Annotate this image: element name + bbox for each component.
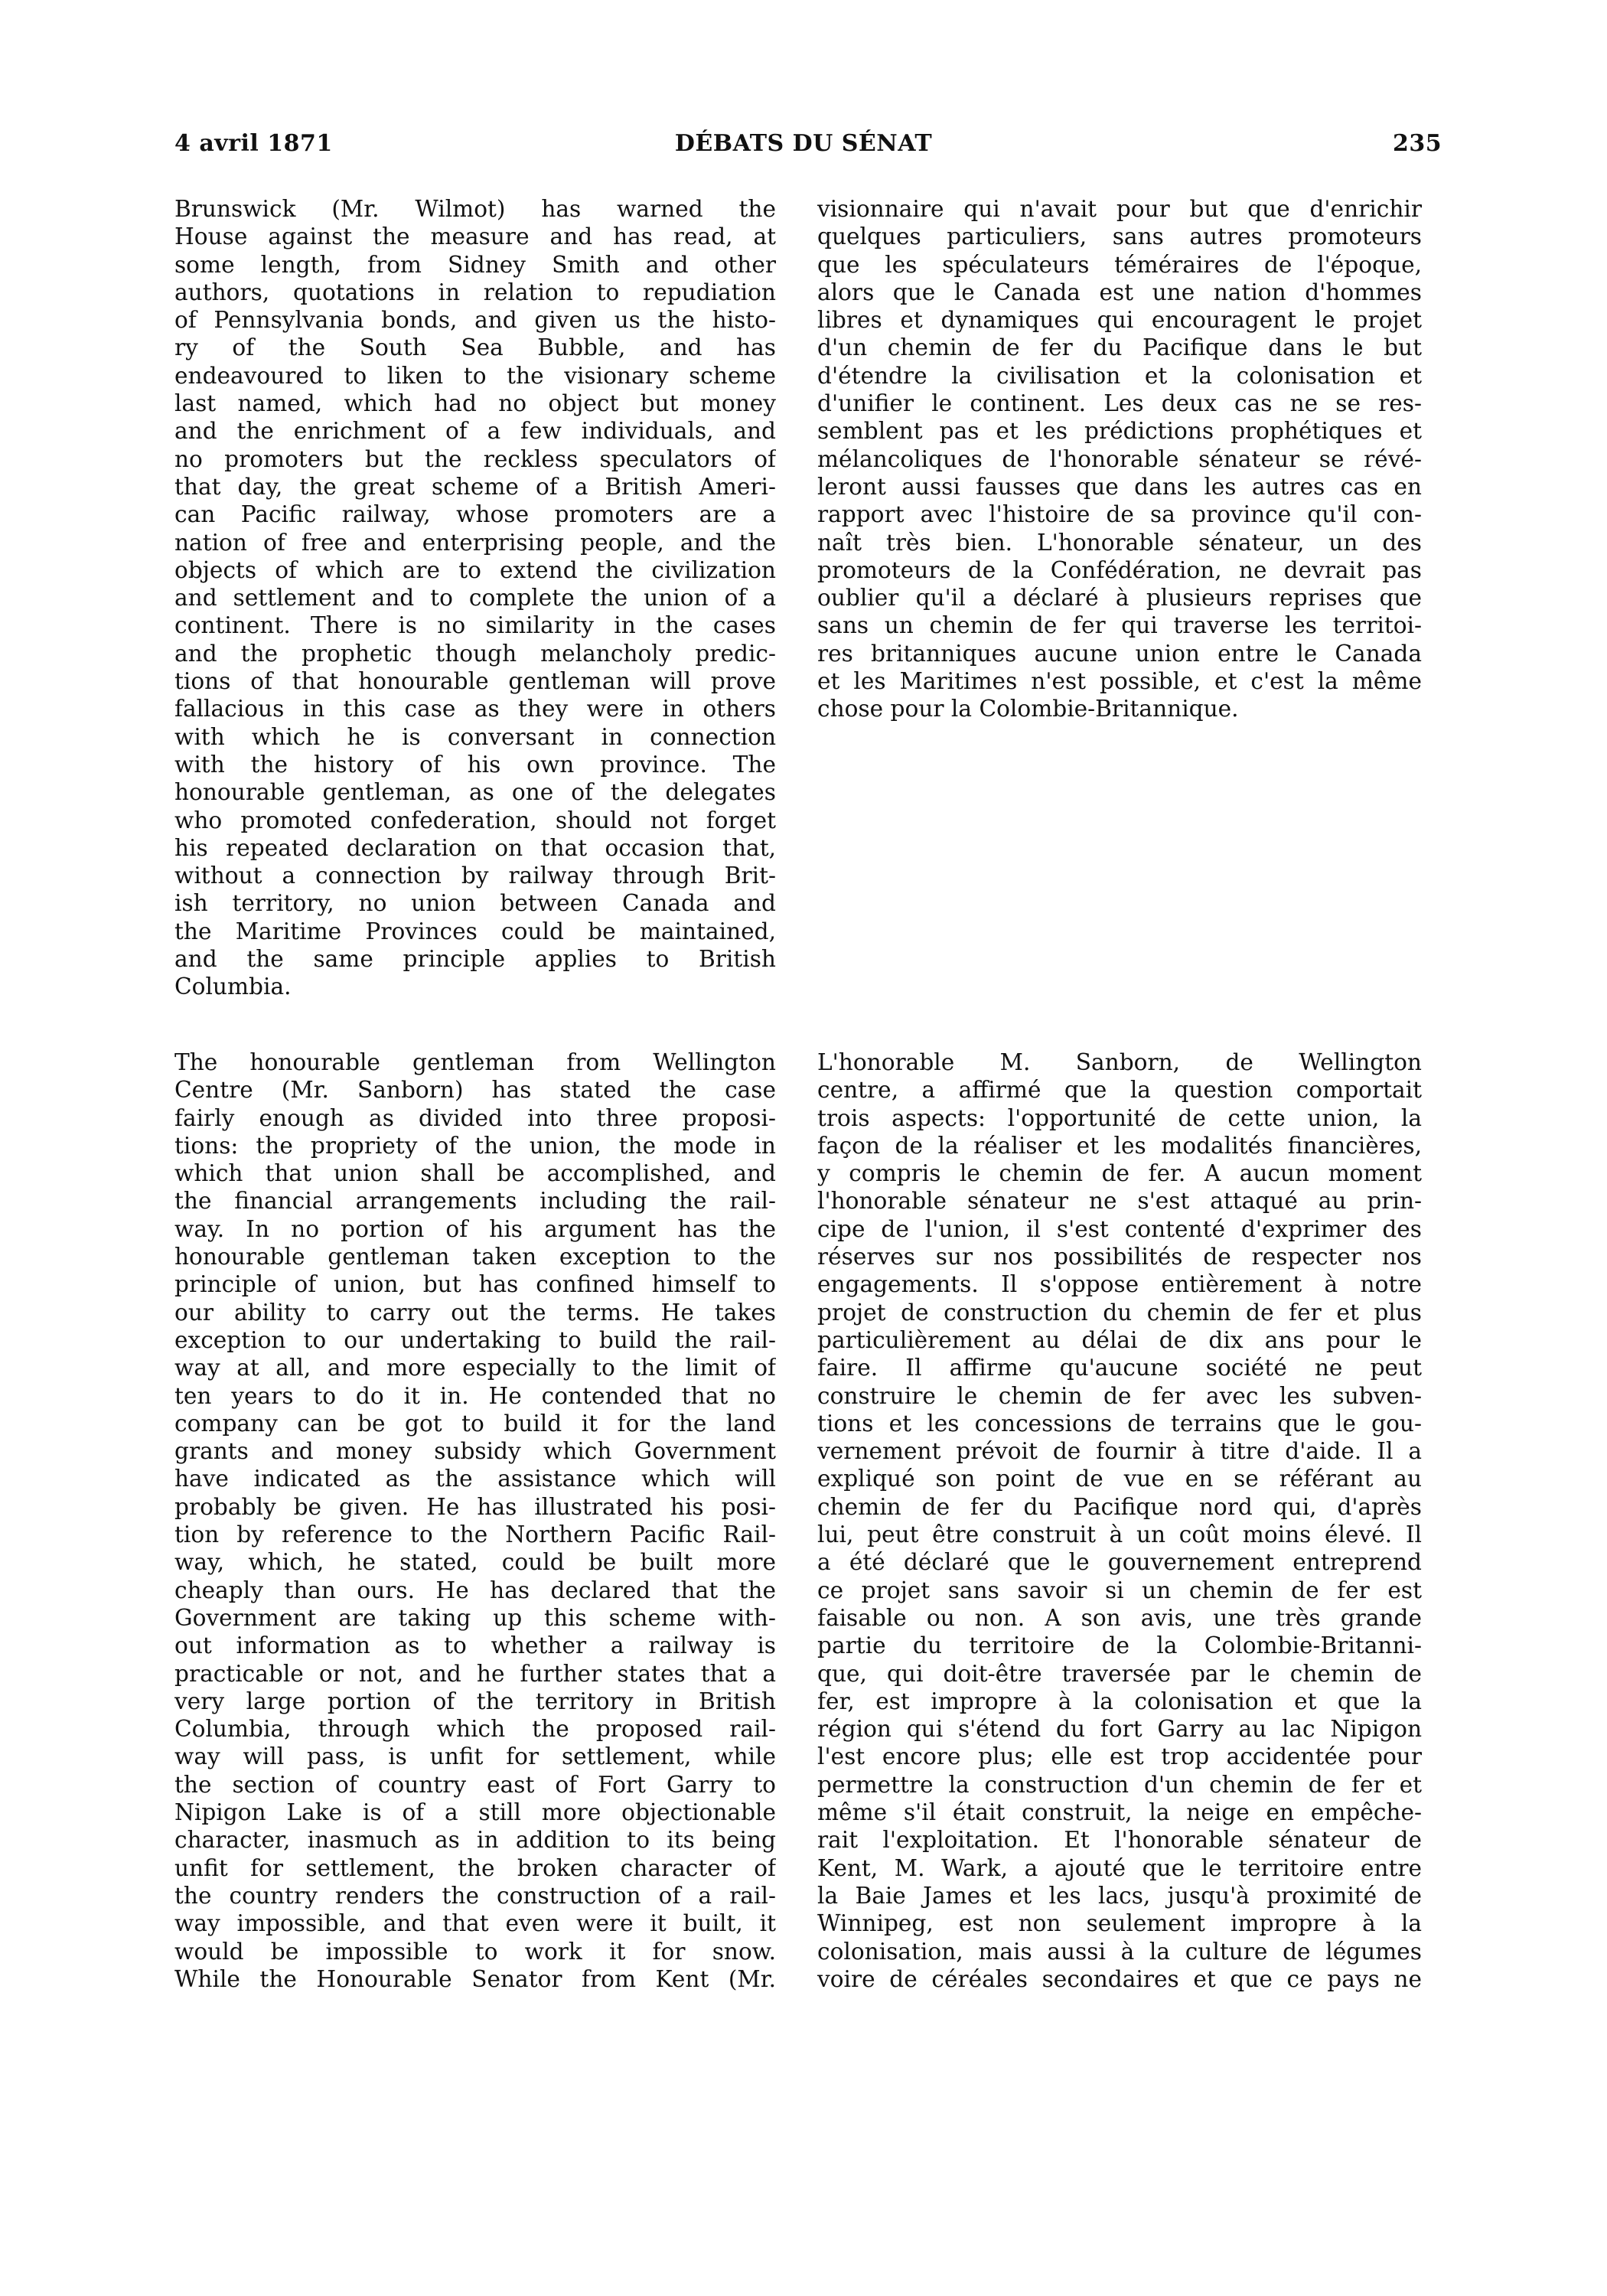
text-line: way at all, and more especially to the limit of [174, 1355, 776, 1381]
text-line: his repeated declaration on that occasion that, [174, 834, 776, 861]
text-line: grants and money subsidy which Government [174, 1438, 776, 1465]
text-line: particulièrement au délai de dix ans pour le [817, 1326, 1422, 1353]
text-line: y compris le chemin de fer. A aucun moment [817, 1160, 1422, 1187]
page-title: DÉBATS DU SÉNAT [674, 130, 933, 157]
text-line: voire de céréales secondaires et que ce pays ne [817, 1965, 1422, 1992]
text-line: the section of country east of Fort Garry to [174, 1771, 776, 1798]
text-line: way impossible, and that even were it built, it [174, 1910, 776, 1937]
text-line: Brunswick (Mr. Wilmot) has warned the [174, 196, 776, 222]
text-line: région qui s'étend du fort Garry au lac Nipigon [817, 1716, 1422, 1743]
text-line: ish territory, no union between Canada and [174, 890, 776, 917]
text-line: leront aussi fausses que dans les autres cas en [817, 473, 1422, 500]
text-line: The honourable gentleman from Wellington [174, 1049, 776, 1075]
text-line: Nipigon Lake is of a still more objectionable [174, 1799, 776, 1826]
text-line: mélancoliques de l'honorable sénateur se révé- [817, 445, 1422, 472]
text-line: some length, from Sidney Smith and other [174, 251, 776, 278]
text-line: visionnaire qui n'avait pour but que d'enrichir [817, 196, 1422, 222]
text-line: alors que le Canada est une nation d'hommes [817, 279, 1422, 305]
text-line: ry of the South Sea Bubble, and has [174, 334, 776, 361]
text-line: la Baie James et les lacs, jusqu'à proximité de [817, 1882, 1422, 1909]
text-line: tions et les concessions de terrains que le gou- [817, 1410, 1422, 1437]
text-line: authors, quotations in relation to repudiation [174, 279, 776, 305]
text-line: res britanniques aucune union entre le Canada [817, 640, 1422, 667]
english-column-bottom [174, 1049, 776, 1993]
text-line: construire le chemin de fer avec les subven- [817, 1382, 1422, 1409]
text-line: Columbia, through which the proposed rail- [174, 1716, 776, 1743]
text-line: lui, peut être construit à un coût moins élevé. Il [817, 1521, 1422, 1548]
text-line: L'honorable M. Sanborn, de Wellington [817, 1049, 1422, 1075]
text-line: way, which, he stated, could be built more [174, 1549, 776, 1576]
text-line: the financial arrangements including the rail- [174, 1188, 776, 1215]
text-line: principle of union, but has confined himself to [174, 1271, 776, 1298]
text-line: While the Honourable Senator from Kent (Mr. [174, 1965, 776, 1992]
text-line: rait l'exploitation. Et l'honorable sénateur de [817, 1827, 1422, 1854]
text-line: way. In no portion of his argument has the [174, 1215, 776, 1242]
text-line: way will pass, is unfit for settlement, while [174, 1743, 776, 1770]
header-date: 4 avril 1871 [174, 130, 333, 157]
text-line: tions: the propriety of the union, the mode in [174, 1132, 776, 1159]
text-line: que, qui doit-être traversée par le chemin de [817, 1660, 1422, 1687]
text-line: fairly enough as divided into three proposi- [174, 1104, 776, 1131]
page-number: 235 [1393, 130, 1442, 157]
text-line: honourable gentleman, as one of the delegates [174, 779, 776, 806]
text-line: the country renders the construction of a rail- [174, 1882, 776, 1909]
text-line: Government are taking up this scheme with- [174, 1604, 776, 1631]
text-line: and the same principle applies to British [174, 946, 776, 973]
text-line: rapport avec l'histoire de sa province qu'il con- [817, 501, 1422, 528]
text-line: quelques particuliers, sans autres promoteurs [817, 223, 1422, 250]
text-line: façon de la réaliser et les modalités financières, [817, 1132, 1422, 1159]
text-line: cipe de l'union, il s'est contenté d'exprimer des [817, 1215, 1422, 1242]
text-line: very large portion of the territory in British [174, 1688, 776, 1714]
text-line: character, inasmuch as in addition to its being [174, 1827, 776, 1854]
text-line: Centre (Mr. Sanborn) has stated the case [174, 1077, 776, 1104]
text-line: fer, est impropre à la colonisation et que la [817, 1688, 1422, 1714]
text-line: trois aspects: l'opportunité de cette union, la [817, 1104, 1422, 1131]
text-line: même s'il était construit, la neige en empêche- [817, 1799, 1422, 1826]
text-line: d'un chemin de fer du Pacifique dans le but [817, 334, 1422, 361]
text-line: objects of which are to extend the civilization [174, 556, 776, 583]
text-line: which that union shall be accomplished, and [174, 1160, 776, 1187]
text-line: a été déclaré que le gouvernement entreprend [817, 1549, 1422, 1576]
text-line: Winnipeg, est non seulement impropre à la [817, 1910, 1422, 1937]
text-line: and settlement and to complete the union of a [174, 585, 776, 612]
text-line: l'est encore plus; elle est trop accidentée pour [817, 1743, 1422, 1770]
text-line: tion by reference to the Northern Pacific Rail- [174, 1521, 776, 1548]
text-line: with the history of his own province. The [174, 751, 776, 778]
text-line: of Pennsylvania bonds, and given us the histo- [174, 307, 776, 334]
text-line: probably be given. He has illustrated his posi- [174, 1493, 776, 1520]
text-line: partie du territoire de la Colombie-Britanni- [817, 1632, 1422, 1659]
text-line: d'étendre la civilisation et la colonisation et [817, 362, 1422, 389]
text-line: have indicated as the assistance which will [174, 1466, 776, 1492]
text-line: et les Maritimes n'est possible, et c'est la même [817, 668, 1422, 695]
text-line: the Maritime Provinces could be maintained, [174, 918, 776, 944]
text-line: que les spéculateurs téméraires de l'époque, [817, 251, 1422, 278]
text-line: company can be got to build it for the land [174, 1410, 776, 1437]
text-line: ce projet sans savoir si un chemin de fer est [817, 1577, 1422, 1603]
text-line: out information as to whether a railway is [174, 1632, 776, 1659]
text-line: centre, a affirmé que la question comportait [817, 1077, 1422, 1104]
text-line: projet de construction du chemin de fer et plus [817, 1299, 1422, 1326]
text-line: libres et dynamiques qui encouragent le projet [817, 307, 1422, 334]
french-column-bottom [817, 1049, 1422, 1993]
text-line: engagements. Il s'oppose entièrement à notre [817, 1271, 1422, 1298]
text-line: colonisation, mais aussi à la culture de légumes [817, 1938, 1422, 1965]
text-line: promoteurs de la Confédération, ne devrait pas [817, 556, 1422, 583]
english-column-top [174, 195, 776, 1001]
text-line: House against the measure and has read, at [174, 223, 776, 250]
text-line: endeavoured to liken to the visionary scheme [174, 362, 776, 389]
text-line: and the prophetic though melancholy predic- [174, 640, 776, 667]
text-line: would be impossible to work it for snow. [174, 1938, 776, 1965]
text-line: réserves sur nos possibilités de respecter nos [817, 1244, 1422, 1270]
text-line: semblent pas et les prédictions prophétiques et [817, 418, 1422, 445]
text-line: and the enrichment of a few individuals, and [174, 418, 776, 445]
text-line: can Pacific railway, whose promoters are a [174, 501, 776, 528]
text-line: expliqué son point de vue en se référant au [817, 1466, 1422, 1492]
text-line: chose pour la Colombie-Britannique. [817, 696, 1239, 722]
text-line: cheaply than ours. He has declared that the [174, 1577, 776, 1603]
text-line: with which he is conversant in connection [174, 723, 776, 750]
french-column-top [817, 195, 1422, 723]
text-line: exception to our undertaking to build the rail- [174, 1326, 776, 1353]
text-line: practicable or not, and he further states that a [174, 1660, 776, 1687]
text-line: unfit for settlement, the broken character of [174, 1854, 776, 1881]
text-line: d'unifier le continent. Les deux cas ne se res- [817, 390, 1422, 417]
text-line: honourable gentleman taken exception to the [174, 1244, 776, 1270]
text-line: Columbia. [174, 974, 292, 1000]
text-line: ten years to do it in. He contended that no [174, 1382, 776, 1409]
text-line: fallacious in this case as they were in others [174, 696, 776, 722]
text-line: tions of that honourable gentleman will prove [174, 668, 776, 695]
text-line: our ability to carry out the terms. He takes [174, 1299, 776, 1326]
text-line: continent. There is no similarity in the cases [174, 612, 776, 639]
text-line: without a connection by railway through Brit- [174, 863, 776, 889]
text-line: nation of free and enterprising people, and the [174, 529, 776, 556]
text-line: permettre la construction d'un chemin de fer et [817, 1771, 1422, 1798]
text-line: chemin de fer du Pacifique nord qui, d'après [817, 1493, 1422, 1520]
text-line: who promoted confederation, should not forget [174, 807, 776, 833]
text-line: that day, the great scheme of a British Ameri- [174, 473, 776, 500]
text-line: naît très bien. L'honorable sénateur, un des [817, 529, 1422, 556]
text-line: last named, which had no object but money [174, 390, 776, 417]
text-line: vernement prévoit de fournir à titre d'aide. Il a [817, 1438, 1422, 1465]
text-line: oublier qu'il a déclaré à plusieurs reprises que [817, 585, 1422, 612]
text-line: Kent, M. Wark, a ajouté que le territoire entre [817, 1854, 1422, 1881]
text-line: faisable ou non. A son avis, une très grande [817, 1604, 1422, 1631]
text-line: sans un chemin de fer qui traverse les territoi- [817, 612, 1422, 639]
text-line: no promoters but the reckless speculators of [174, 445, 776, 472]
text-line: l'honorable sénateur ne s'est attaqué au prin- [817, 1188, 1422, 1215]
text-line: faire. Il affirme qu'aucune société ne peut [817, 1355, 1422, 1381]
